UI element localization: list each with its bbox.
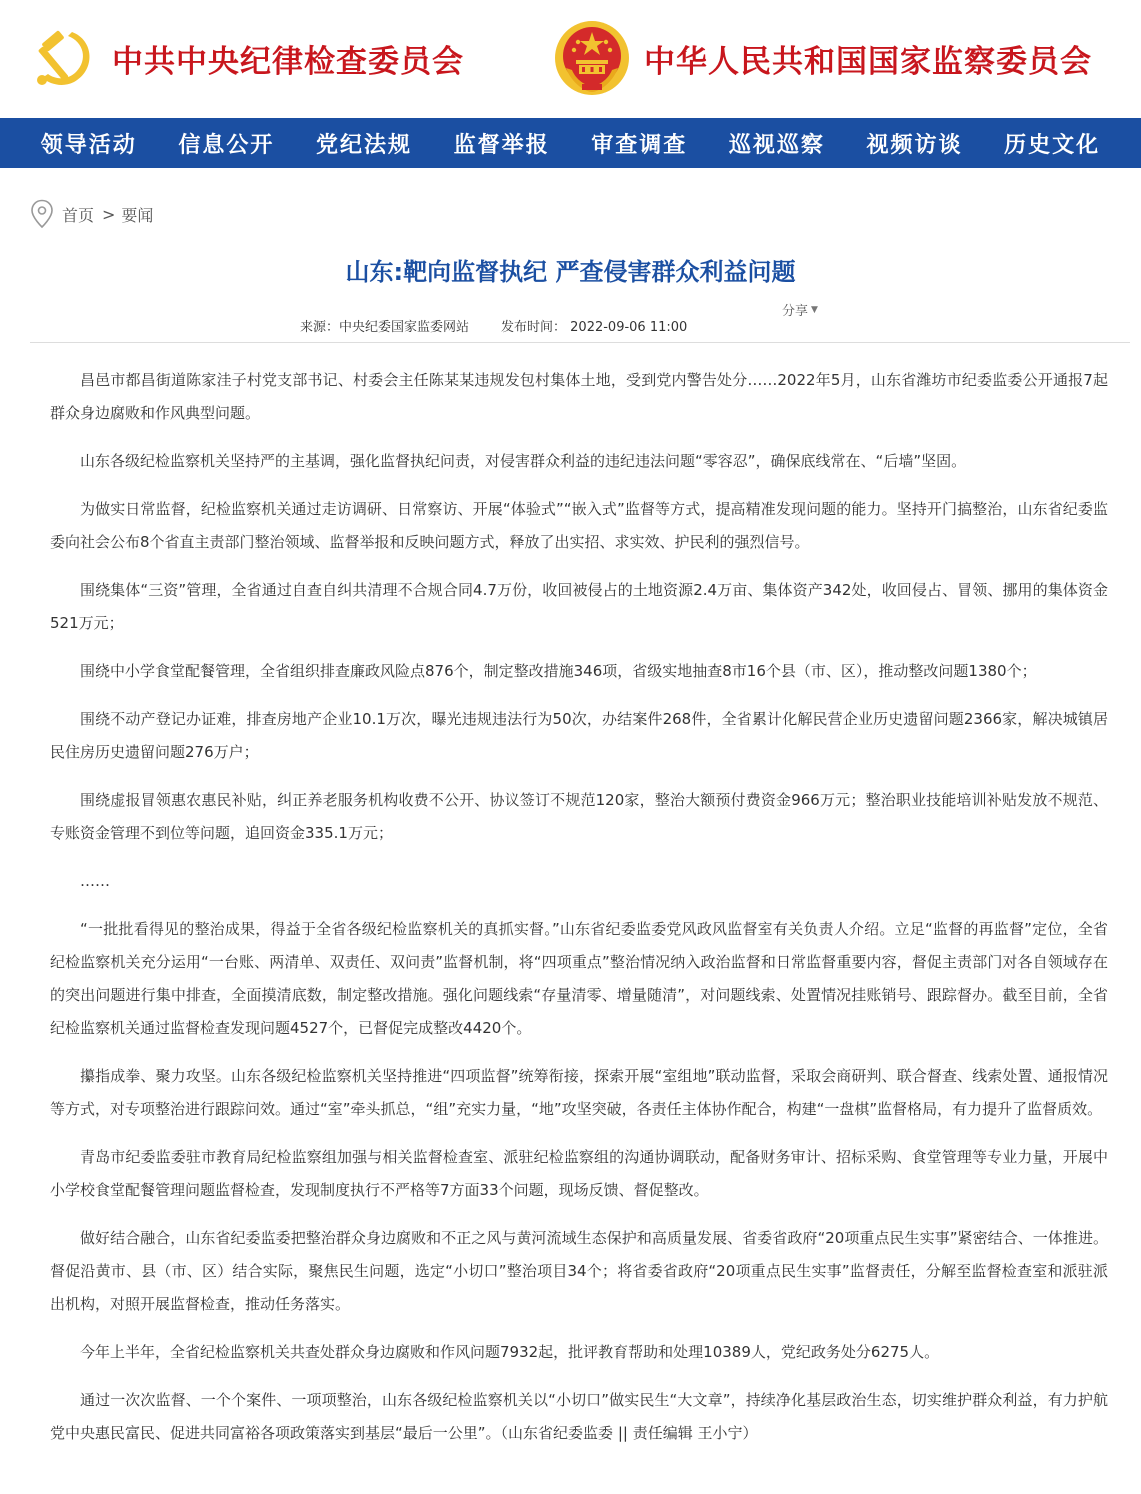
article-paragraph: 攥指成拳、聚力攻坚。山东各级纪检监察机关坚持推进“四项监督”统筹衔接，探索开展“室组地”联动监督，采取会商研判、联合督查、线索处置、通报情况等方式，对专项整治进行跟踪问效。通过“室”牵头抓总，“组”充实力量，“地”攻坚突破，各责任主体协作配合，构建“一盘棋”监督格局，有力提升了监督质效。 xyxy=(50,1067,1108,1118)
breadcrumb-home[interactable]: 首页 xyxy=(62,205,95,225)
share-label: 分享 xyxy=(782,304,809,319)
nav-item-inspection[interactable]: 巡视巡察 xyxy=(728,131,825,158)
cpc-ccdi-logo[interactable] xyxy=(28,18,464,98)
article-paragraph: 围绕不动产登记办证难，排查房地产企业10.1万次，曝光违规违法行为50次，办结案件268件，全省累计化解民营企业历史遗留问题2366家，解决城镇居民住房历史遗留问题276万户； xyxy=(50,710,1108,761)
cpc-ccdi-name: 中共中央纪律检查委员会 xyxy=(112,43,464,80)
nav-item-regulations[interactable]: 党纪法规 xyxy=(316,131,413,158)
main-nav xyxy=(0,118,1141,168)
breadcrumb-current[interactable]: 要闻 xyxy=(121,205,154,225)
article-paragraph: 围绕虚报冒领惠农惠民补贴，纠正养老服务机构收费不公开、协议签订不规范120家，整治大额预付费资金966万元；整治职业技能培训补贴发放不规范、专账资金管理不到位等问题，追回资金335.1万元； xyxy=(50,791,1108,842)
article-paragraph: “一批批看得见的整治成果，得益于全省各级纪检监察机关的真抓实督。”山东省纪委监委党风政风监督室有关负责人介绍。立足“监督的再监督”定位，全省纪检监察机关充分运用“一台账、两清单、双责任、双问责”监督机制，将“四项重点”整治情况纳入政治监督和日常监督重要内容，督促主责部门对各自领域存在的突出问题进行集中排查，全面摸清底数，制定整改措施。强化问题线索“存量清零、增量随清”，对问题线索、处置情况挂账销号、跟踪督办。截至目前，全省纪检监察机关通过监督检查发现问题4527个，已督促完成整改4420个。 xyxy=(50,920,1108,1037)
article-paragraph: 昌邑市都昌街道陈家洼子村党支部书记、村委会主任陈某某违规发包村集体土地，受到党内警告处分……2022年5月，山东省潍坊市纪委监委公开通报7起群众身边腐败和作风典型问题。 xyxy=(50,371,1108,422)
article-paragraph: 为做实日常监督，纪检监察机关通过走访调研、日常察访、开展“体验式”“嵌入式”监督等方式，提高精准发现问题的能力。坚持开门搞整治，山东省纪委监委向社会公布8个省直主责部门整治领域、监督举报和反映问题方式，释放了出实招、求实效、护民利的强烈信号。 xyxy=(50,500,1108,551)
share-button[interactable] xyxy=(782,300,818,319)
breadcrumb xyxy=(30,198,153,230)
nav-item-leadership[interactable]: 领导活动 xyxy=(40,131,137,158)
national-emblem-icon xyxy=(552,18,632,98)
location-pin-icon xyxy=(30,199,54,229)
nav-item-investigation[interactable]: 审查调查 xyxy=(591,131,688,158)
nsc-logo[interactable] xyxy=(552,18,1092,98)
article-meta xyxy=(300,316,687,335)
breadcrumb-separator: > xyxy=(102,204,116,224)
article-paragraph: 围绕集体“三资”管理，全省通过自查自纠共清理不合规合同4.7万份，收回被侵占的土地资源2.4万亩、集体资产342处，收回侵占、冒领、挪用的集体资金521万元； xyxy=(50,581,1108,632)
nav-item-report[interactable]: 监督举报 xyxy=(453,131,550,158)
article-paragraph: 通过一次次监督、一个个案件、一项项整治，山东各级纪检监察机关以“小切口”做实民生“大文章”，持续净化基层政治生态，切实维护群众利益，有力护航党中央惠民富民、促进共同富裕各项政策落实到基层“最后一公里”。（山东省纪委监委 || 责任编辑 王小宁） xyxy=(50,1391,1108,1442)
article-title: 山东:靶向监督执纪 严查侵害群众利益问题 xyxy=(345,258,796,286)
nav-item-video[interactable]: 视频访谈 xyxy=(866,131,963,158)
article-paragraph: 今年上半年，全省纪检监察机关共查处群众身边腐败和作风问题7932起，批评教育帮助和处理10389人，党纪政务处分6275人。 xyxy=(80,1343,940,1361)
article-paragraph: …… xyxy=(80,872,110,890)
article-source: 来源：中央纪委国家监委网站 xyxy=(300,320,470,335)
nav-item-history[interactable]: 历史文化 xyxy=(1004,131,1101,158)
nav-item-info-disclosure[interactable]: 信息公开 xyxy=(178,131,275,158)
article-paragraph: 青岛市纪委监委驻市教育局纪检监察组加强与相关监督检查室、派驻纪检监察组的沟通协调联动，配备财务审计、招标采购、食堂管理等专业力量，开展中小学校食堂配餐管理问题监督检查，发现制度执行不严格等7方面33个问题，现场反馈、督促整改。 xyxy=(50,1148,1108,1199)
article-paragraph: 做好结合融合，山东省纪委监委把整治群众身边腐败和不正之风与黄河流域生态保护和高质量发展、省委省政府“20项重点民生实事”紧密结合、一体推进。督促沿黄市、县（市、区）结合实际，聚焦民生问题，选定“小切口”整治项目34个；将省委省政府“20项重点民生实事”监督责任，分解至监督检查室和派驻派出机构，对照开展监督检查，推动任务落实。 xyxy=(50,1229,1108,1313)
article-paragraph: 山东各级纪检监察机关坚持严的主基调，强化监督执纪问责，对侵害群众利益的违纪违法问题“零容忍”，确保底线常在、“后墙”坚固。 xyxy=(80,452,967,470)
article-body xyxy=(50,364,1108,1465)
nsc-name: 中华人民共和国国家监察委员会 xyxy=(644,43,1092,80)
party-emblem-icon xyxy=(28,22,100,94)
site-header xyxy=(0,0,1141,118)
title-divider xyxy=(30,342,1130,343)
article-paragraph: 围绕中小学食堂配餐管理，全省组织排查廉政风险点876个，制定整改措施346项，省级实地抽查8市16个县（市、区），推动整改问题1380个； xyxy=(80,662,1037,680)
caret-down-icon: ▼ xyxy=(811,304,818,315)
article-publish-time: 发布时间： 2022-09-06 11:00 xyxy=(501,320,688,335)
